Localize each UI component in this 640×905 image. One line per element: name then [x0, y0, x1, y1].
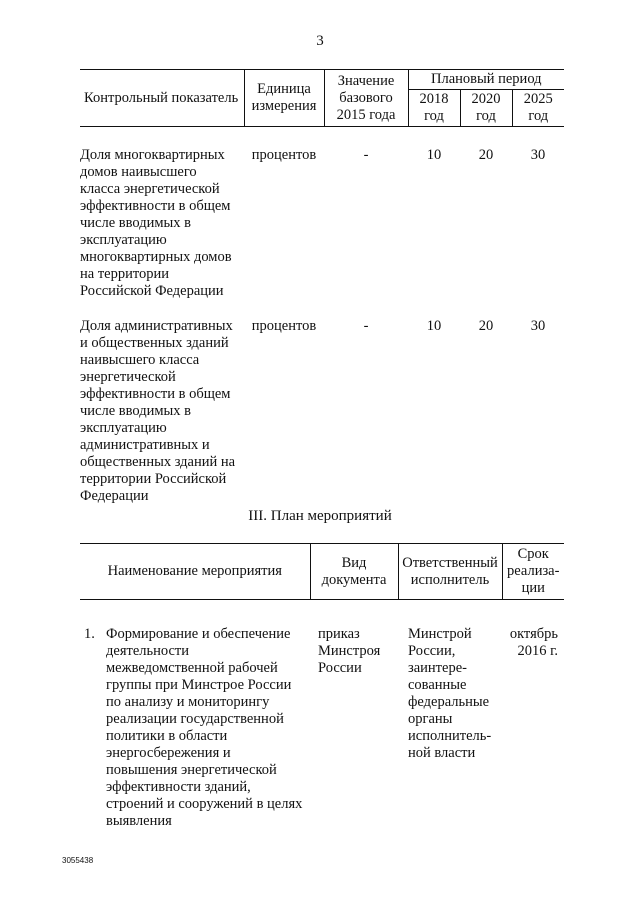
indicator-2020: 20: [478, 318, 494, 334]
header-year-2020: 2020 год: [460, 90, 512, 127]
table-row: [80, 318, 564, 505]
indicators-table: [80, 69, 564, 505]
indicator-2018: 10: [426, 318, 442, 334]
indicator-name: Доля административных и общественных зданий наивысшего класса энергетической эффективности в общем числе вводимых в эксплуатацию административных и общественных зданий на территории Российской Федерации: [80, 318, 236, 504]
activity-responsible: Минстрой России, заинтере- сованные федеральные органы исполнитель- ной власти: [408, 626, 492, 761]
indicator-2020: 20: [478, 147, 494, 163]
header-activity-name: Наименование мероприятия: [80, 544, 310, 600]
header-plan-period: Плановый период: [408, 70, 564, 90]
header-document-type: Вид документа: [310, 544, 398, 600]
activity-document: приказ Минстроя России: [318, 626, 381, 676]
indicator-2025: 30: [530, 318, 546, 334]
header-year-2025: 2025 год: [512, 90, 564, 127]
header-unit: Единица измерения: [244, 70, 324, 127]
table-row: [80, 147, 564, 318]
header-term: Срок реализа- ции: [502, 544, 564, 600]
indicator-unit: процентов: [251, 147, 317, 163]
indicator-base: -: [363, 147, 369, 163]
footer-code: 3055438: [62, 856, 94, 865]
header-indicator: Контрольный показатель: [80, 70, 244, 127]
page-number: 3: [316, 33, 324, 49]
header-year-2018: 2018 год: [408, 90, 460, 127]
indicator-name: Доля многоквартирных домов наивысшего класса энергетической эффективности в общем числе вводимых в эксплуатацию многоквартирных домов на территории Российской Федерации: [80, 147, 232, 299]
table-row: [80, 626, 564, 830]
section-title: III. План мероприятий: [248, 508, 392, 524]
plan-table: [80, 543, 564, 830]
activity-name: Формирование и обеспечение деятельности межведомственной рабочей группы при Минстрое России по анализу и мониторингу реализации государственной политики в области энергосбережения и повышения энергетической эффективности зданий, строений и сооружений в целях выявления: [106, 626, 303, 829]
activity-number: 1.: [84, 626, 95, 642]
indicator-2025: 30: [530, 147, 546, 163]
indicator-base: -: [363, 318, 369, 334]
header-responsible: Ответственный исполнитель: [398, 544, 502, 600]
indicator-unit: процентов: [251, 318, 317, 334]
indicator-2018: 10: [426, 147, 442, 163]
activity-term: октябрь 2016 г.: [509, 626, 558, 659]
header-base-value: Значение базового 2015 года: [324, 70, 408, 127]
